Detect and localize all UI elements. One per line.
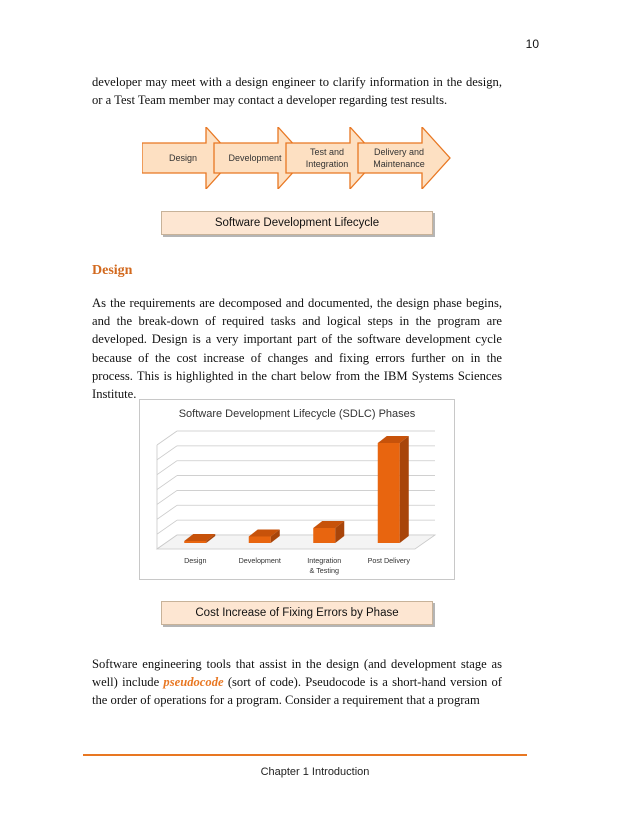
lifecycle-step-label: Delivery and Maintenance xyxy=(373,147,425,169)
footer-rule xyxy=(83,754,527,756)
bar-front xyxy=(184,541,206,543)
bar-front xyxy=(378,443,400,543)
bar-front xyxy=(249,537,271,544)
paragraph-pseudocode-rest: (sort of code). Pseudocode is a short-hand version of the order of operations for a program. Consider a requirement that a program xyxy=(92,675,502,708)
lifecycle-step-label: Test and Integration xyxy=(305,147,349,169)
lifecycle-arrow-delivery xyxy=(358,127,450,189)
paragraph-pseudocode-lead: Software engineering tools that assist in the design (and development stage as well) include xyxy=(92,657,502,690)
gridline-side xyxy=(157,505,177,519)
chart-caption: Cost Increase of Fixing Errors by Phase xyxy=(161,601,433,625)
gridline-side xyxy=(157,520,177,534)
lifecycle-diagram xyxy=(142,127,452,189)
sdlc-cost-chart xyxy=(139,399,455,580)
lifecycle-step-label: Design xyxy=(168,153,198,163)
bar-front xyxy=(313,528,335,543)
paragraph-pseudocode xyxy=(92,655,502,710)
x-tick-label: Design xyxy=(184,556,207,565)
bar-side xyxy=(400,436,409,543)
gridline-side xyxy=(157,431,177,445)
pseudocode-term: pseudocode xyxy=(163,675,224,690)
section-heading-design: Design xyxy=(92,263,133,278)
x-tick-label: Development xyxy=(238,556,281,565)
gridline-side xyxy=(157,476,177,490)
gridline-side xyxy=(157,461,177,475)
lifecycle-step-label: Development xyxy=(228,153,282,163)
gridline-side xyxy=(157,446,177,460)
paragraph-design: As the requirements are decomposed and documented, the design phase begins, and the break-down of required tasks and logical steps in the program are developed. Design is a very important part of the software development cycle because of the cost increase of changes and fixing errors further on in the process. This is highlighted in the chart below from the IBM Systems Sciences Institute. xyxy=(92,296,502,402)
paragraph-intro: developer may meet with a design engineer to clarify information in the design, or a Test Team member may contact a developer regarding test results. xyxy=(92,75,502,108)
bar xyxy=(378,436,409,543)
x-tick-label: Post Delivery xyxy=(367,556,410,565)
lifecycle-caption: Software Development Lifecycle xyxy=(161,211,433,235)
footer-chapter: Chapter 1 Introduction xyxy=(260,766,370,778)
gridline-side xyxy=(157,490,177,504)
page-number: 10 xyxy=(525,37,539,51)
x-tick-label: Integration & Testing xyxy=(307,556,342,575)
chart-title: Software Development Lifecycle (SDLC) Phases xyxy=(178,408,416,420)
